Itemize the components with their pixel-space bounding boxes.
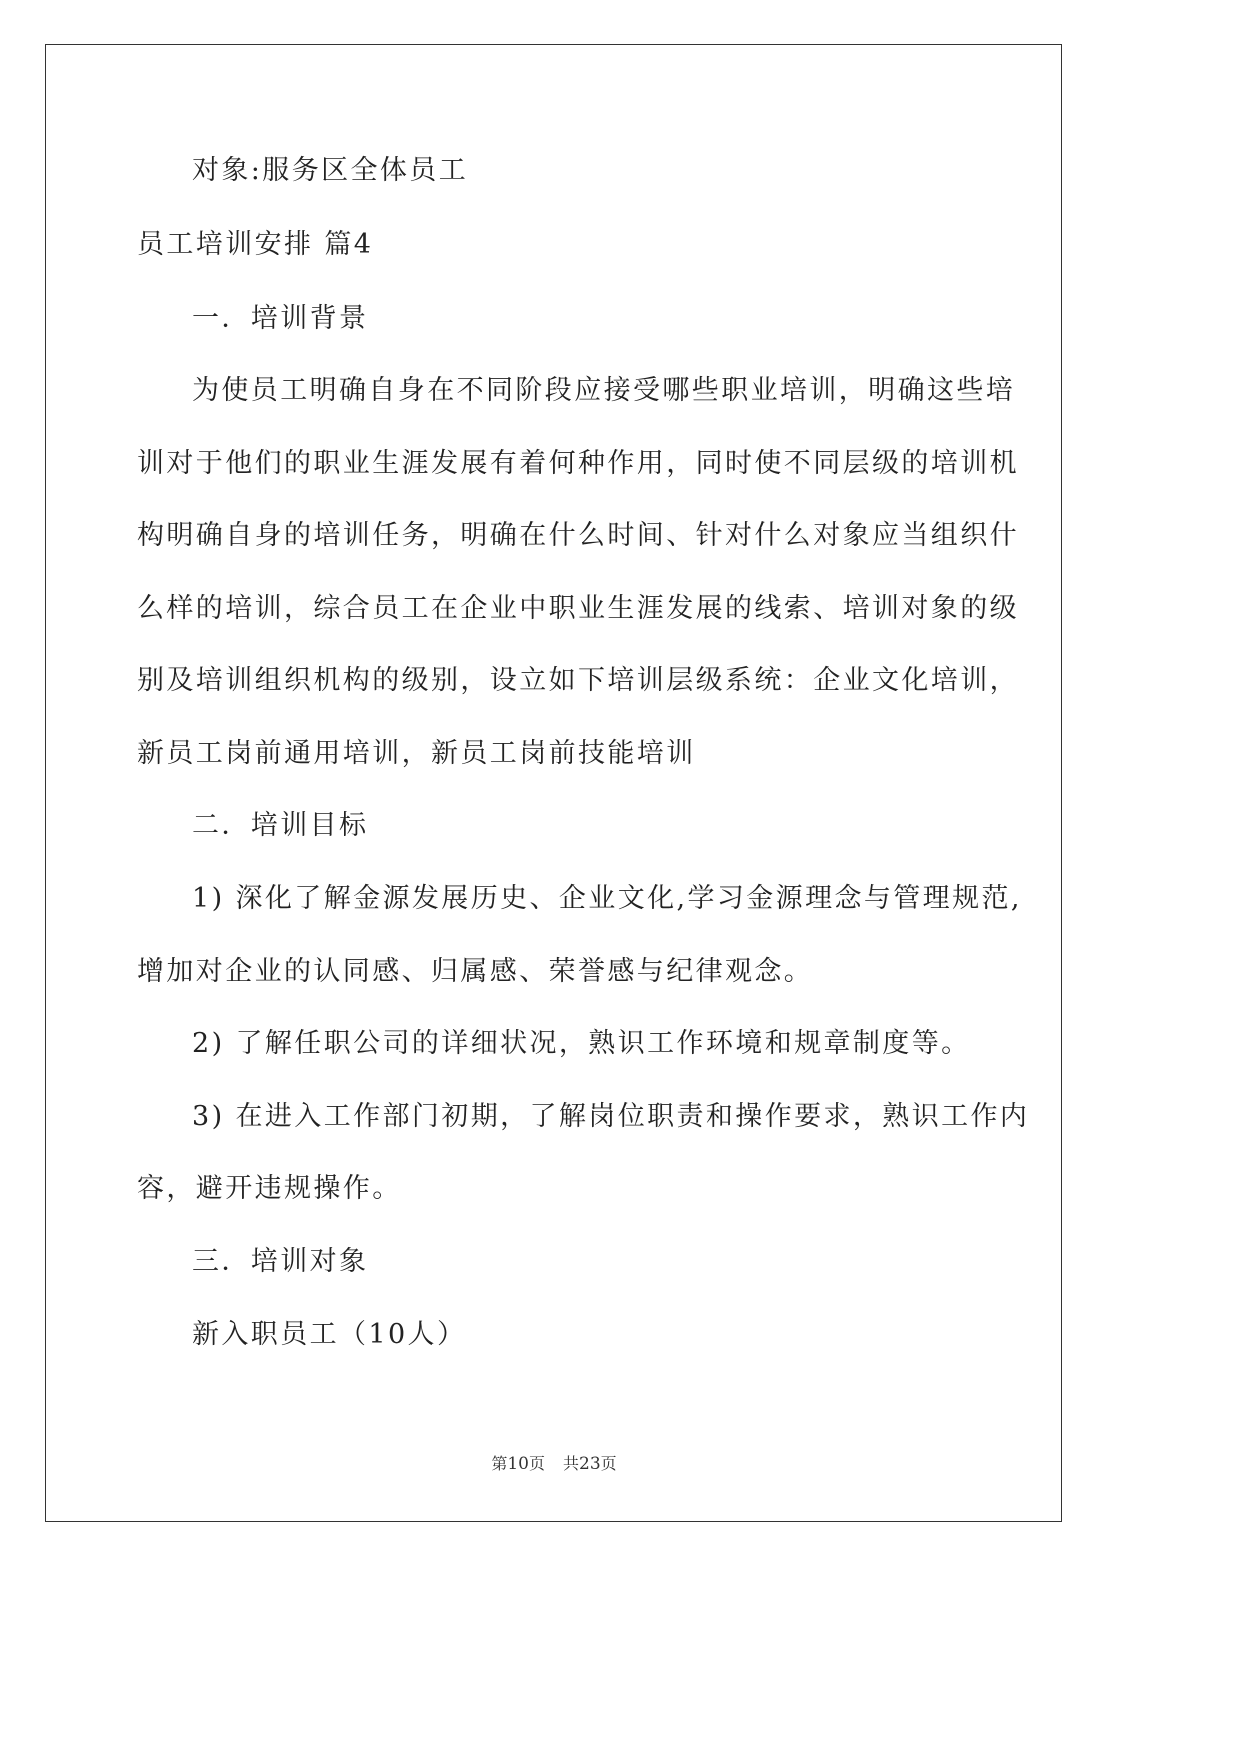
footer-total-suffix: 页 <box>600 1454 617 1473</box>
heading-goals: 二．培训目标 <box>192 810 369 841</box>
footer-page-prefix: 第 <box>491 1454 508 1473</box>
goal-item-3: 3) 在进入工作部门初期，了解岗位职责和操作要求，熟识工作内 <box>192 1101 1030 1132</box>
goal-item-1: 1) 深化了解金源发展历史、企业文化,学习金源理念与管理规范, <box>192 883 1022 914</box>
goal-item-3-cont: 容，避开违规操作。 <box>137 1173 402 1204</box>
footer-page-suffix: 页 <box>528 1454 545 1473</box>
footer-total-prefix: 共 <box>563 1454 580 1473</box>
heading-audience: 三．培训对象 <box>192 1246 369 1277</box>
footer-page-total: 23 <box>579 1454 601 1474</box>
page-border <box>45 44 1062 1522</box>
paragraph-line: 别及培训组织机构的级别，设立如下培训层级系统：企业文化培训， <box>137 665 1019 696</box>
paragraph-line: 构明确自身的培训任务，明确在什么时间、针对什么对象应当组织什 <box>137 520 1019 551</box>
page-footer <box>0 1454 1108 1474</box>
heading-background: 一．培训背景 <box>192 303 369 334</box>
subject-line: 对象:服务区全体员工 <box>192 155 469 186</box>
audience-line: 新入职员工（10人） <box>192 1319 467 1350</box>
footer-page-current: 10 <box>507 1454 529 1474</box>
goal-item-1-cont: 增加对企业的认同感、归属感、荣誉感与纪律观念。 <box>137 956 814 987</box>
paragraph-line: 训对于他们的职业生涯发展有着何种作用，同时使不同层级的培训机 <box>137 448 1019 479</box>
goal-item-2: 2) 了解任职公司的详细状况，熟识工作环境和规章制度等。 <box>192 1028 971 1059</box>
paragraph-line: 新员工岗前通用培训，新员工岗前技能培训 <box>137 738 696 769</box>
section-heading-title: 员工培训安排 篇4 <box>137 229 374 260</box>
paragraph-line: 为使员工明确自身在不同阶段应接受哪些职业培训，明确这些培 <box>192 375 1016 406</box>
paragraph-line: 么样的培训，综合员工在企业中职业生涯发展的线索、培训对象的级 <box>137 593 1019 624</box>
